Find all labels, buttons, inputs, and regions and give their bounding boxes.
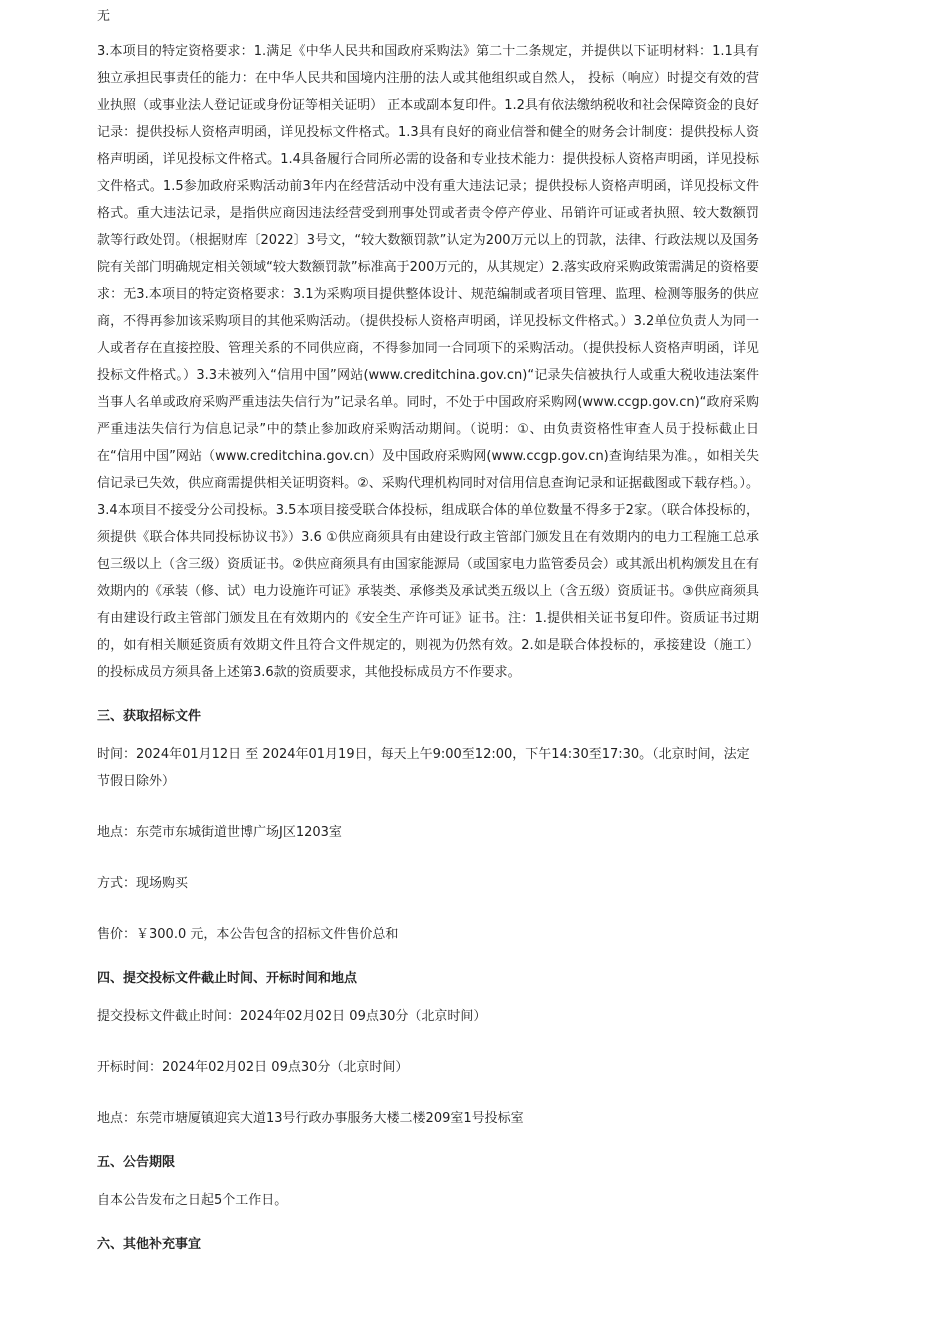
submission-deadline: 提交投标文件截止时间：2024年02月02日 09点30分（北京时间） [97,1009,487,1024]
bid-opening-time: 开标时间：2024年02月02日 09点30分（北京时间） [97,1060,409,1075]
bid-opening-place: 地点：东莞市塘厦镇迎宾大道13号行政办事服务大楼二楼209室1号投标室 [97,1111,524,1126]
notice-period-text: 自本公告发布之日起5个工作日。 [97,1193,288,1208]
obtain-place: 地点：东莞市东城街道世博广场J区1203室 [97,825,342,840]
obtain-method: 方式：现场购买 [97,876,189,891]
section-5-title: 五、公告期限 [97,1155,176,1170]
section-notice-period [97,1154,759,1214]
intro-line: 无 [97,9,111,24]
section-3-title: 三、获取招标文件 [97,709,202,724]
section-other-matters [97,1236,759,1254]
document-price: 售价：￥300.0 元，本公告包含的招标文件售价总和 [97,927,399,942]
section-6-title: 六、其他补充事宜 [97,1237,202,1252]
section-4-title: 四、提交投标文件截止时间、开标时间和地点 [97,971,358,986]
qualification-requirements: 3.本项目的特定资格要求：1.满足《中华人民共和国政府采购法》第二十二条规定，并提供以下证明材料：1.1具有独立承担民事责任的能力：在中华人民共和国境内注册的法人或其他组织或自然人， 投标（响应）时提交有效的营业执照（或事业法人登记证或身份证等相关证明） 正本或副本复印件。1.2具有依法缴纳税收和社会保障资金的良好记录：提供投标人资格声明函，详见投标文件格式。1.3具有良好的商业信誉和健全的财务会计制度：提供投标人资格声明函，详见投标文件格式。1.4具备履行合同所必需的设备和专业技术能力：提供投标人资格声明函，详见投标文件格式。1.5参加政府采购活动前3年内在经营活动中没有重大违法记录；提供投标人资格声明函，详见投标文件格式。重大违法记录，是指供应商因违法经营受到刑事处罚或者责令停产停业、吊销许可证或者执照、较大数额罚款等行政处罚。（根据财库〔2022〕3号文，“较大数额罚款”认定为200万元以上的罚款，法律、行政法规以及国务院有关部门明确规定相关领域“较大数额罚款”标准高于200万元的，从其规定）2.落实政府采购政策需满足的资格要求：无3.本项目的特定资格要求：3.1为采购项目提供整体设计、规范编制或者项目管理、监理、检测等服务的供应商，不得再参加该采购项目的其他采购活动。（提供投标人资格声明函，详见投标文件格式。）3.2单位负责人为同一人或者存在直接控股、管理关系的不同供应商，不得参加同一合同项下的采购活动。（提供投标人资格声明函，详见投标文件格式。）3.3未被列入“信用中国”网站(www.creditchina.gov.cn)“记录失信被执行人或重大税收违法案件当事人名单或政府采购严重违法失信行为”记录名单。同时，不处于中国政府采购网(www.ccgp.gov.cn)“政府采购严重违法失信行为信息记录”中的禁止参加政府采购活动期间。（说明：①、由负责资格性审查人员于投标截止日在“信用中国”网站（www.creditchina.gov.cn）及中国政府采购网(www.ccgp.gov.cn)查询结果为准。，如相关失信记录已失效，供应商需提供相关证明资料。②、采购代理机构同时对信用信息查询记录和证据截图或下载存档。）。3.4本项目不接受分公司投标。3.5本项目接受联合体投标，组成联合体的单位数量不得多于2家。（联合体投标的，须提供《联合体共同投标协议书》）3.6 ①供应商须具有由建设行政主管部门颁发且在有效期内的电力工程施工总承包三级以上（含三级）资质证书。②供应商须具有由国家能源局（或国家电力监管委员会）或其派出机构颁发且在有效期内的《承装（修、试）电力设施许可证》承装类、承修类及承试类五级以上（含五级）资质证书。③供应商须具有由建设行政主管部门颁发且在有效期内的《安全生产许可证》证书。注：1.提供相关证书复印件。资质证书过期的，如有相关顺延资质有效期文件且符合文件规定的，则视为仍然有效。2.如是联合体投标的，承接建设（施工）的投标成员方须具备上述第3.6款的资质要求，其他投标成员方不作要求。 [97,44,759,680]
section-submission [97,970,759,1132]
section-obtain-documents [97,708,759,948]
announcement-document [97,0,759,1254]
obtain-time: 时间：2024年01月12日 至 2024年01月19日，每天上午9:00至12:00，下午14:30至17:30。（北京时间，法定节假日除外） [97,747,750,789]
